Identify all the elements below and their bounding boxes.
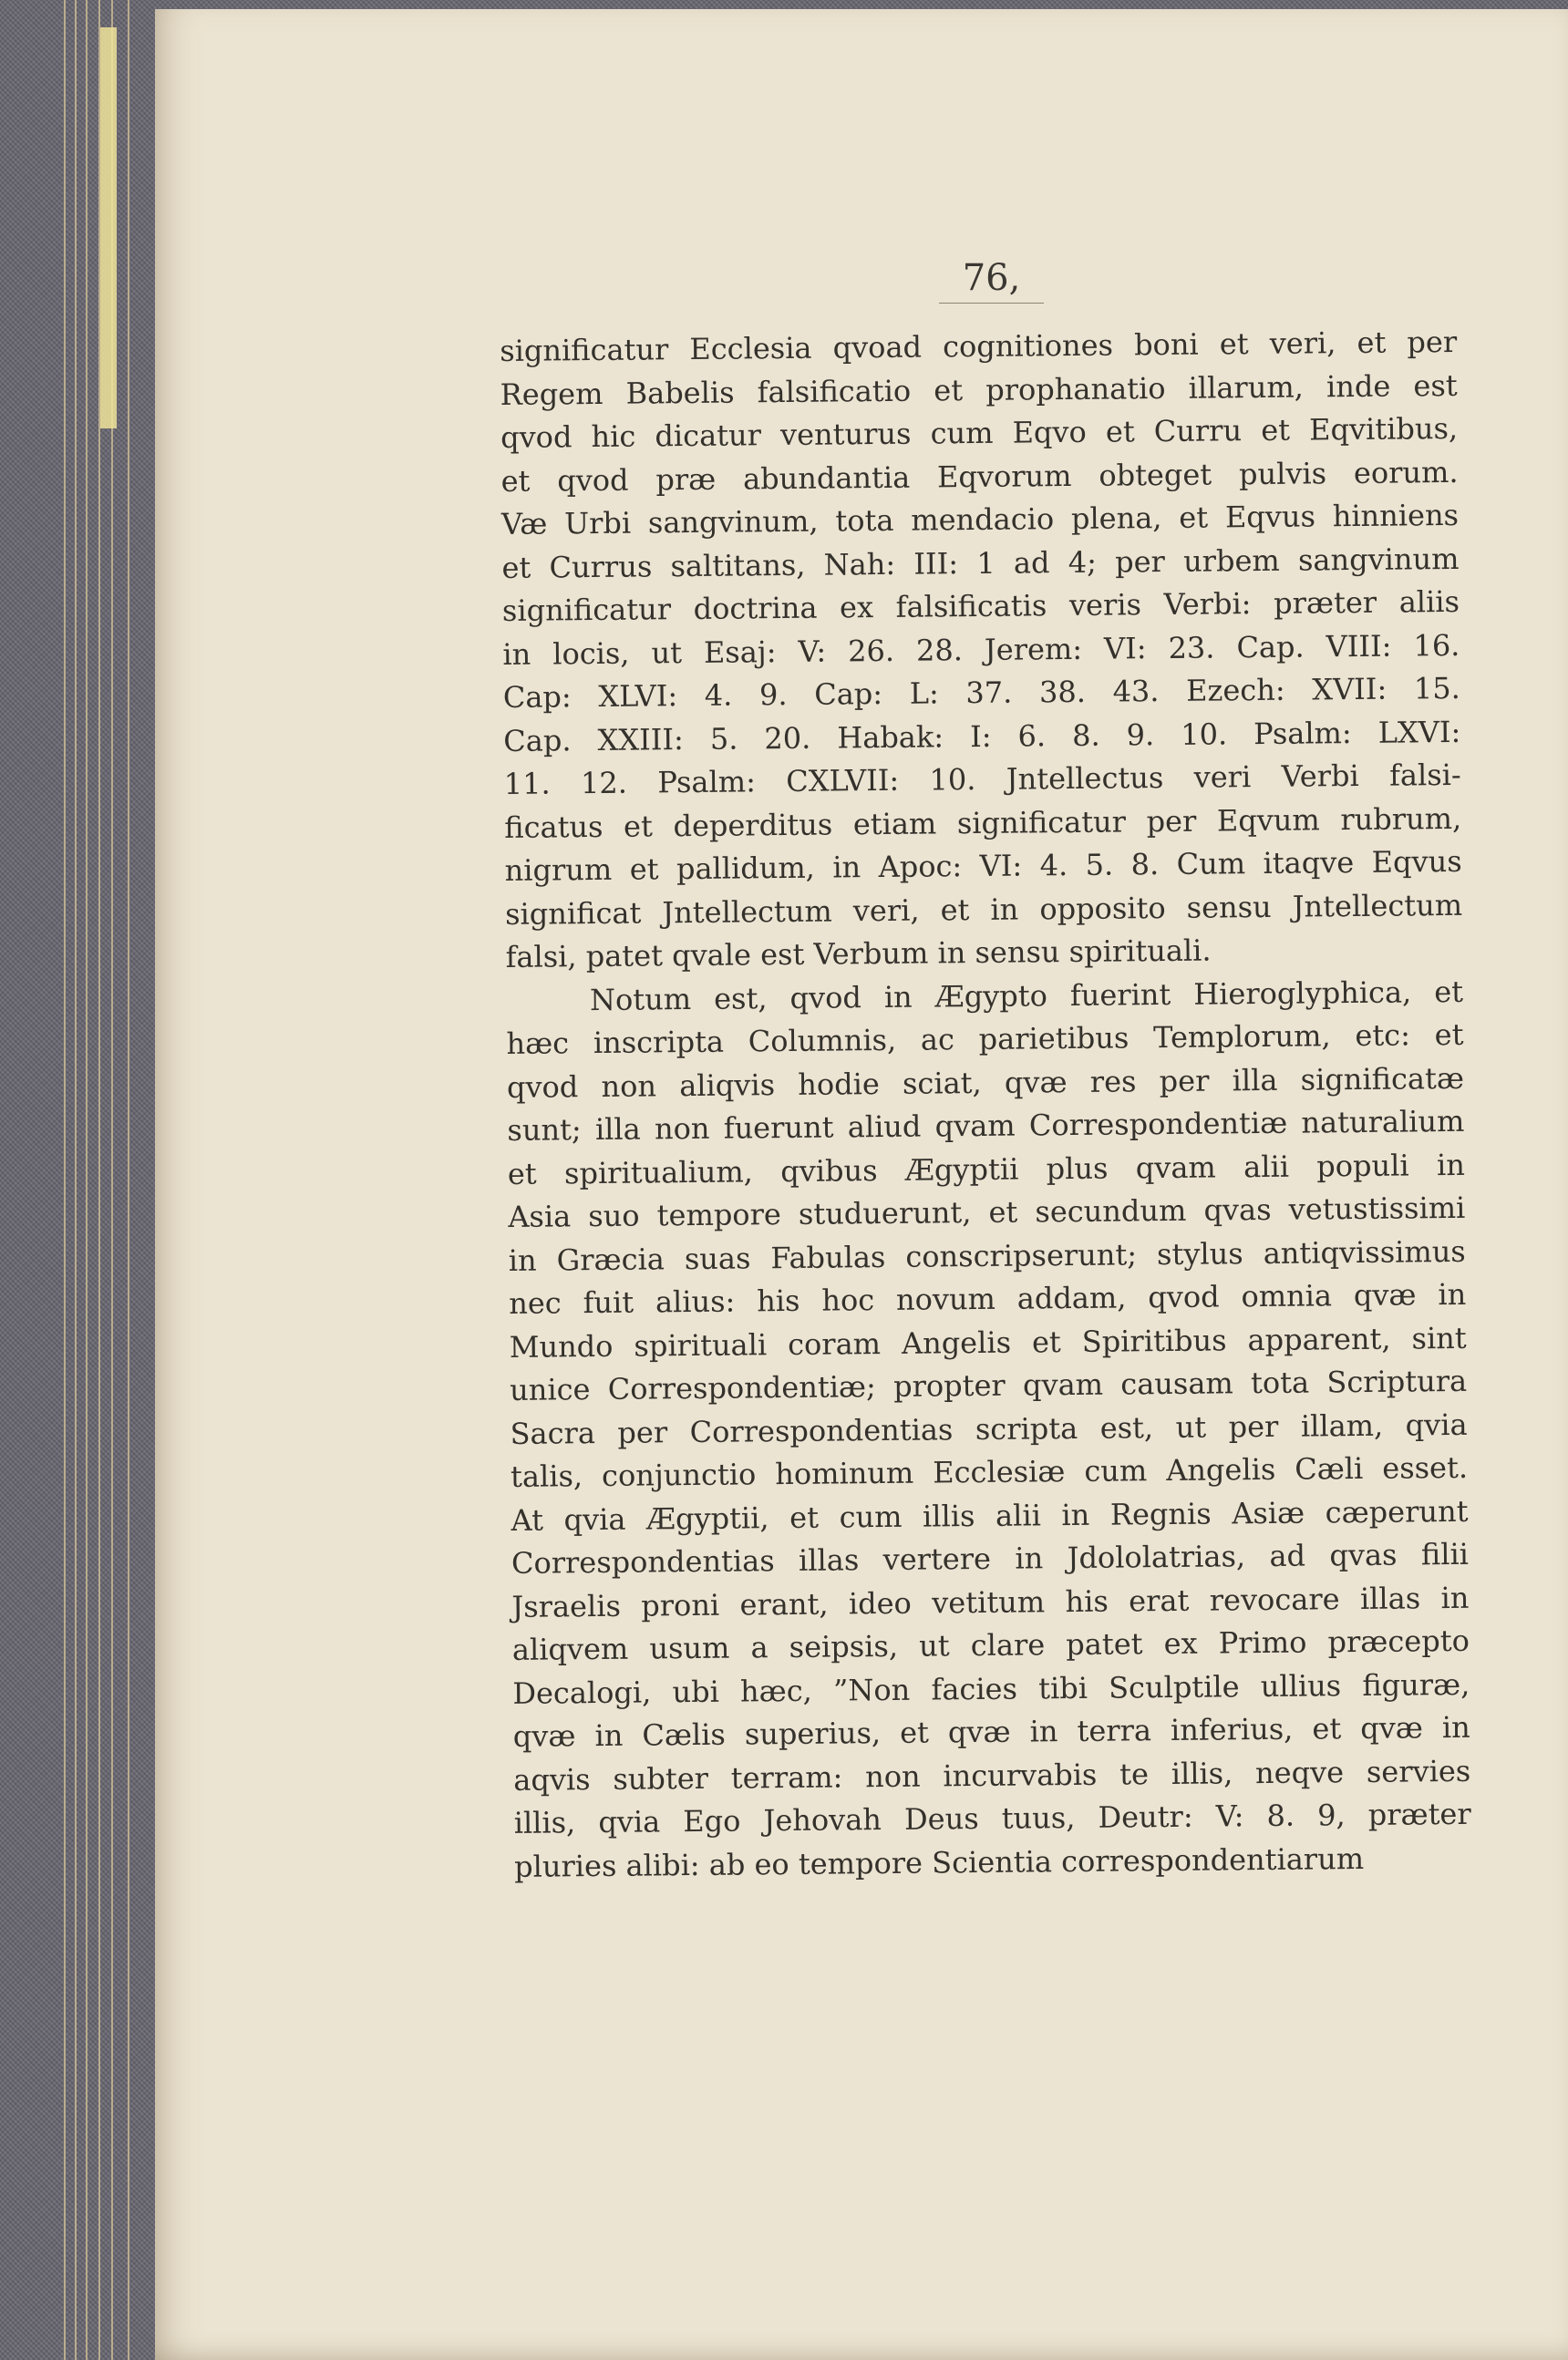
text-line: qvæ in Cælis superius, et qvæ in terra inferius, et qvæ in xyxy=(512,1709,1470,1754)
text-line: Jsraelis proni erant, ideo vetitum his erat revocare illas in xyxy=(511,1580,1470,1624)
text-line: Cap: XLVI: 4. 9. Cap: L: 37. 38. 43. Ezech: XVII: 15. xyxy=(502,670,1461,715)
text-line: Mundo spirituali coram Angelis et Spiritibus apparent, sint xyxy=(509,1320,1467,1365)
text-line: Asia suo tempore studuerunt, et secundum qvas vetustissimi xyxy=(508,1190,1466,1234)
page-edge xyxy=(128,0,129,2360)
text-line: Correspondentias illas vertere in Jdololatrias, ad qvas filii xyxy=(511,1536,1470,1581)
text-line: in locis, ut Esaj: V: 26. 28. Jerem: VI: 23. Cap. VIII: 16. xyxy=(502,627,1460,672)
text-line: nigrum et pallidum, in Apoc: VI: 4. 5. 8. Cum itaqve Eqvus xyxy=(504,843,1462,888)
text-line: et spiritualium, qvibus Ægyptii plus qvam alii populi in xyxy=(507,1147,1466,1191)
text-line: aliqvem usum a seipsis, ut clare patet ex Primo præcepto xyxy=(511,1623,1470,1667)
text-line: significat Jntellectum veri, et in opposito sensu Jntellectum xyxy=(504,887,1463,932)
text-line: unice Correspondentiæ; propter qvam causam tota Scriptura xyxy=(509,1363,1468,1407)
bookmark-strip xyxy=(100,27,117,428)
page-number: 76, xyxy=(939,257,1044,304)
text-line: aqvis subter terram: non incurvabis te illis, neqve servies xyxy=(513,1753,1471,1798)
text-line: sunt; illa non fuerunt aliud qvam Correspondentiæ naturalium xyxy=(507,1103,1465,1148)
text-line: qvod hic dicatur venturus cum Eqvo et Curru et Eqvitibus, xyxy=(500,410,1459,455)
page-edge xyxy=(64,0,66,2360)
text-line: falsi, patet qvale est Verbum in sensu spirituali. xyxy=(505,933,1212,974)
text-line: Decalogi, ubi hæc, ”Non facies tibi Sculptile ullius figuræ, xyxy=(512,1666,1470,1711)
text-line: ficatus et deperditus etiam significatur per Eqvum rubrum, xyxy=(504,800,1462,845)
text-line: Cap. XXIII: 5. 20. Habak: I: 6. 8. 9. 10. Psalm: LXVI: xyxy=(503,714,1461,758)
text-line: et qvod præ abundantia Eqvorum obteget pulvis eorum. xyxy=(500,454,1459,499)
text-line: in Græcia suas Fabulas conscripserunt; stylus antiqvissimus xyxy=(508,1233,1466,1278)
text-line: 11. 12. Psalm: CXLVII: 10. Jntellectus veri Verbi falsi- xyxy=(503,757,1461,801)
text-body xyxy=(500,321,1471,1889)
text-line: Væ Urbi sangvinum, tota mendacio plena, et Eqvus hinniens xyxy=(500,497,1460,541)
text-line: nec fuit alius: his hoc novum addam, qvod omnia qvæ in xyxy=(509,1276,1467,1321)
text-line: et Currus saltitans, Nah: III: 1 ad 4; per urbem sangvinum xyxy=(501,541,1460,585)
text-line: At qvia Ægyptii, et cum illis alii in Regnis Asiæ cæperunt xyxy=(511,1493,1469,1538)
text-line: Sacra per Correspondentias scripta est, ut per illam, qvia xyxy=(510,1407,1468,1451)
text-line: hæc inscripta Columnis, ac parietibus Templorum, etc: et xyxy=(506,1016,1464,1061)
page-edge xyxy=(75,0,77,2360)
text-line: illis, qvia Ego Jehovah Deus tuus, Deutr: V: 8. 9, præter xyxy=(513,1796,1471,1840)
text-line: significatur doctrina ex falsificatis veris Verbi: præter aliis xyxy=(501,583,1460,628)
text-line: talis, conjunctio hominum Ecclesiæ cum Angelis Cæli esset. xyxy=(510,1449,1469,1494)
page-edge xyxy=(86,0,88,2360)
text-line: Regem Babelis falsificatio et prophanatio illarum, inde est xyxy=(500,367,1458,412)
text-line: significatur Ecclesia qvoad cognitiones boni et veri, et per xyxy=(500,324,1458,368)
text-line: qvod non aliqvis hodie sciat, qvæ res per illa significatæ xyxy=(506,1060,1465,1105)
text-line: pluries alibi: ab eo tempore Scientia correspondentiarum xyxy=(513,1840,1365,1884)
text-line: Notum est, qvod in Ægypto fuerint Hieroglyphica, et xyxy=(589,974,1464,1017)
